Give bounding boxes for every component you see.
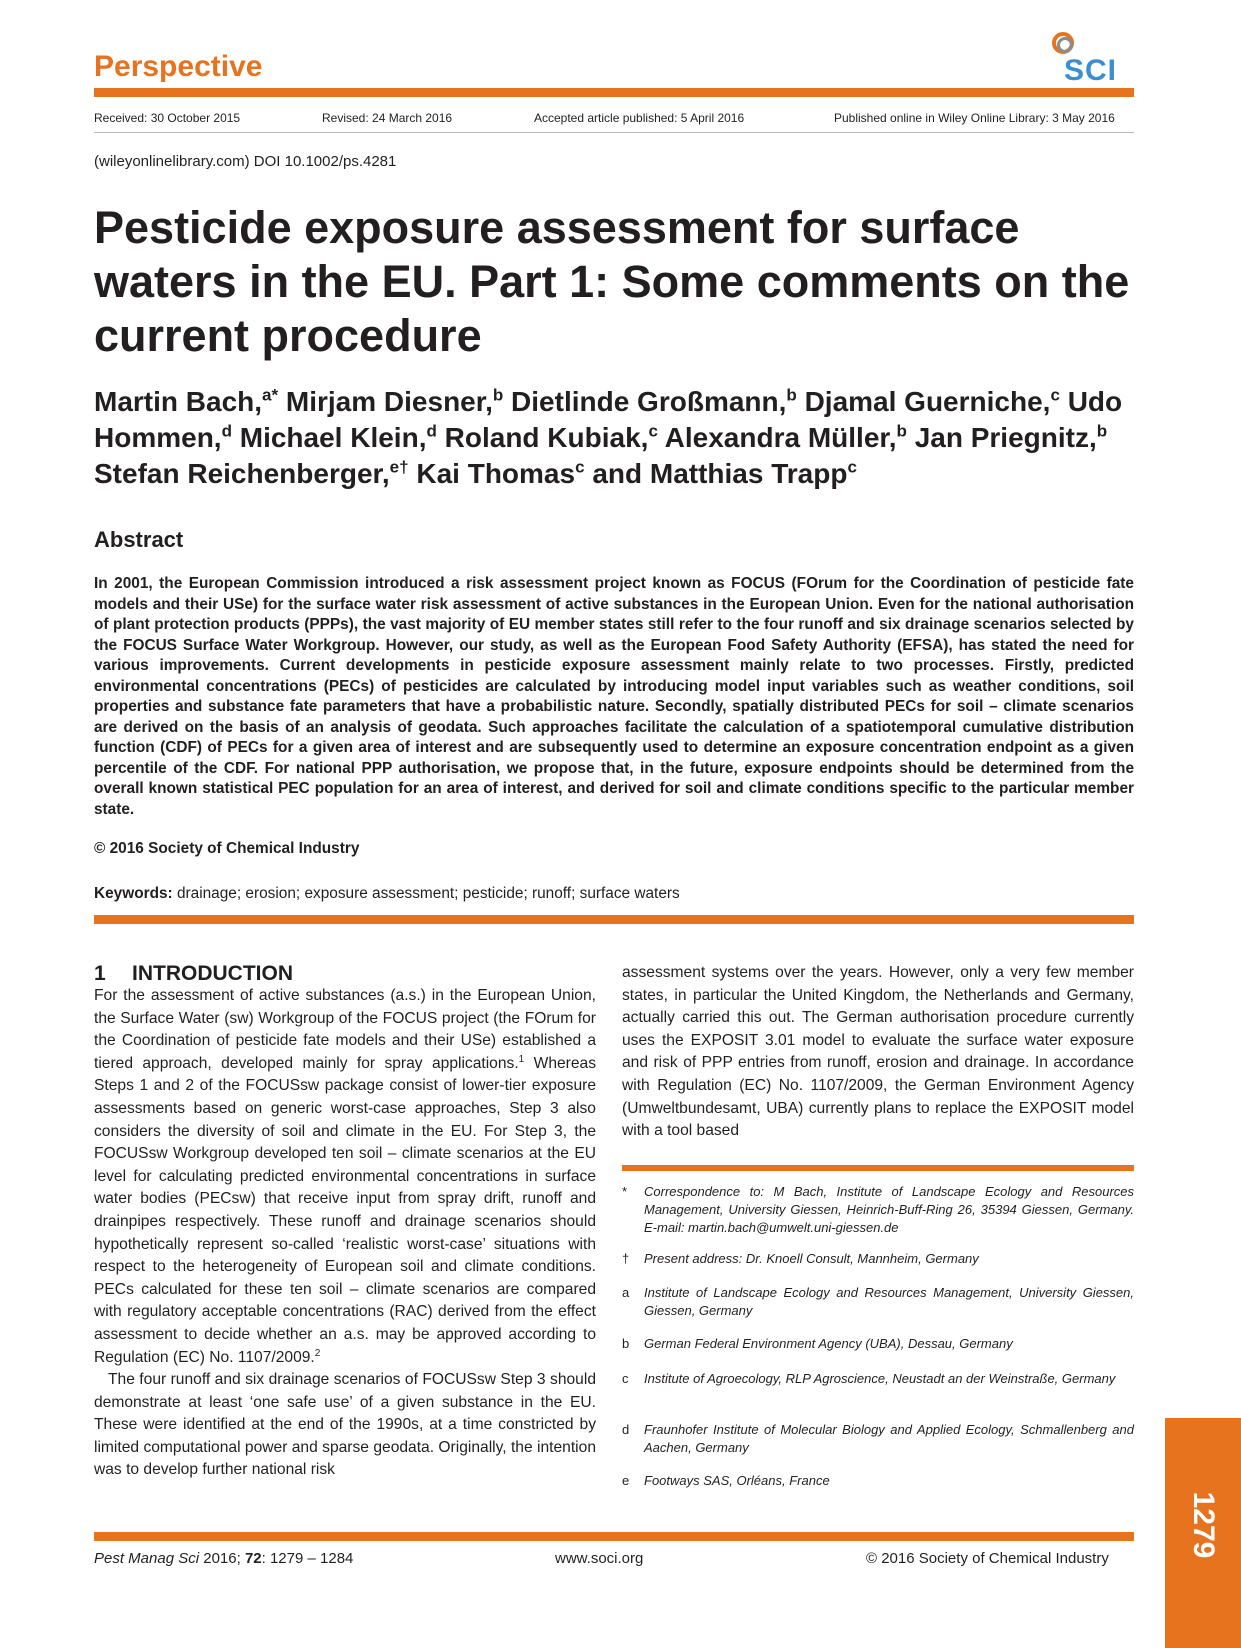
intro-p1-part-a: For the assessment of active substances (a.s.) in the European Union, the Surface Water (sw) Workgroup of the FOCUS project (the FOrum for the Coordination of pesticide fate models and their USe) established a tiered approach, developed mainly for spray applications. (94, 987, 596, 1072)
revised-date: Revised: 24 March 2016 (322, 111, 453, 125)
author-affiliation: a* (262, 385, 279, 405)
author-affiliation: b (896, 421, 907, 441)
website-link[interactable]: www.soci.org (555, 1550, 644, 1567)
intro-p1-part-b: Whereas Steps 1 and 2 of the FOCUSsw package consist of lower-tier exposure assessments based on generic worst-case approaches, Step 3 also considers the diversity of soil and climate in the EU. For Step 3, the FOCUSsw Workgroup developed ten soil – climate scenarios at the EU level for calculating predicted environmental concentrations in surface water bodies (PECsw) that receive input from spray drift, runoff and drainpipes respectively. These runoff and drainage scenarios should hypothetically represent so-called ‘realistic worst-case’ situations with respect to the heterogeneity of European soil and climate conditions. PECs calculated for these ten soil – climate scenarios are compared with regulatory acceptable concentrations (RAC) derived from the effect assessment to decide whether an a.s. may be approved according to Regulation (EC) No. 1107/2009. (94, 1054, 597, 1366)
article-title: Pesticide exposure assessment for surface waters in the EU. Part 1: Some comments on the current procedure (94, 202, 1130, 361)
footnote-mark: c (622, 1371, 629, 1386)
doi[interactable]: (wileyonlinelibrary.com) DOI 10.1002/ps.4281 (94, 153, 397, 170)
footnote-mark: e (622, 1473, 630, 1488)
reference-1[interactable]: 1 (518, 1053, 525, 1065)
author[interactable]: Stefan Reichenberger, (94, 458, 390, 489)
logo-text: SCI (1064, 54, 1118, 87)
author[interactable]: Michael Klein, (239, 422, 427, 453)
footnote-text: German Federal Environment Agency (UBA), Dessau, Germany (644, 1336, 1013, 1351)
author[interactable]: Djamal Guerniche, (804, 386, 1051, 417)
header-rule (94, 88, 1134, 97)
footnote-mark: d (622, 1422, 630, 1437)
author[interactable]: Dietlinde Großmann, (511, 386, 787, 417)
intro-title: INTRODUCTION (132, 962, 293, 985)
dateline-divider (94, 132, 1134, 133)
intro-column-left (94, 985, 596, 1482)
accepted-date: Accepted article published: 5 April 2016 (534, 111, 745, 125)
sci-logo (1048, 28, 1133, 87)
journal-name: Pest Manag Sci (94, 1550, 200, 1567)
abstract-text: In 2001, the European Commission introduced a risk assessment project known as FOCUS (FOrum for the Coordination of pesticide fate models and their USe) for the surface water risk assessment of active substances in the European Union. Even for the national authorisation of plant protection products (PPPs), the vast majority of EU member states still refer to the four runoff and six drainage scenarios selected by the FOCUS Surface Water Workgroup. However, our study, as well as the European Food Safety Authority (EFSA), has stated the need for various improvements. Current developments in pesticide exposure assessment mainly relate to two processes. Firstly, predicted environmental concentrations (PECs) of pesticides are calculated by introducing model input variables such as weather conditions, soil properties and substance fate parameters that have a probabilistic nature. Secondly, spatially distributed PECs for soil – climate scenarios are derived on the basis of an analysis of geodata. Such approaches facilitate the calculation of a spatiotemporal cumulative distribution function (CDF) of PECs for a given area of interest and are subsequently used to determine an exposure concentration endpoint as a given percentile of the CDF. For national PPP authorisation, we propose that, in the future, exposure endpoints should be determined from the overall known statistical PEC population for an area of interest, and derived for soil and climate conditions specific to the particular member state. (94, 575, 1134, 818)
keywords (94, 885, 680, 903)
author[interactable]: Alexandra Müller, (664, 422, 897, 453)
logo-inner-ring-icon (1057, 37, 1073, 53)
footnote-text: Institute of Landscape Ecology and Resources Management, University Giessen, Giessen, Germany (644, 1285, 1134, 1318)
received-date: Received: 30 October 2015 (94, 111, 241, 125)
footnote-text: Correspondence to: M Bach, Institute of Landscape Ecology and Resources Management, University Giessen, Heinrich-Buff-Ring 26, 35394 Giessen, Germany. E-mail: martin.bach@umwelt.uni-giessen.de (644, 1184, 1134, 1235)
affiliation-b (622, 1335, 1134, 1353)
reference-2[interactable]: 2 (314, 1347, 321, 1359)
journal-volume: 72 (244, 1550, 262, 1567)
author[interactable]: Udo Hommen, (94, 386, 1123, 453)
journal-citation (94, 1550, 353, 1567)
affiliation-a (622, 1284, 1134, 1320)
footnote-text: Footways SAS, Orléans, France (644, 1473, 830, 1488)
journal-pages: : 1279 – 1284 (261, 1550, 354, 1567)
affiliation-e (622, 1472, 1134, 1490)
author[interactable]: Mirjam Diesner, (285, 386, 493, 417)
intro-number: 1 (94, 962, 106, 985)
author-affiliation: d (426, 421, 437, 441)
intro-column-right: assessment systems over the years. However, only a very few member states, in particular the United Kingdom, the Netherlands and Germany, actually carried this out. The German authorisation procedure currently uses the EXPOSIT 3.01 model to evaluate the surface water exposure and risk of PPP entries from runoff, erosion and drainage. In accordance with Regulation (EC) No. 1107/2009, the German Environment Agency (Umweltbundesamt, UBA) currently plans to replace the EXPOSIT model with a tool based (622, 964, 1134, 1140)
keywords-text: drainage; erosion; exposure assessment; pesticide; runoff; surface waters (172, 885, 680, 902)
abstract-rule (94, 915, 1134, 924)
section-label: Perspective (94, 50, 263, 83)
author-list (94, 384, 1139, 492)
footnote-mark: b (622, 1336, 630, 1351)
author[interactable]: Jan Priegnitz, (914, 422, 1097, 453)
keywords-label: Keywords: (94, 885, 173, 902)
footnote-text: Institute of Agroecology, RLP Agroscience, Neustadt an der Weinstraße, Germany (644, 1371, 1116, 1386)
abstract-heading: Abstract (94, 527, 184, 552)
abstract-copyright: © 2016 Society of Chemical Industry (94, 840, 360, 857)
author-affiliation: c (575, 457, 585, 477)
intro-heading (94, 962, 293, 986)
page-number: 1279 (1187, 1491, 1220, 1559)
footnote-text: Present address: Dr. Knoell Consult, Mannheim, Germany (644, 1251, 979, 1266)
footnote-mark: † (622, 1251, 630, 1266)
author-affiliation: c (847, 457, 857, 477)
author-affiliation: c (1050, 385, 1060, 405)
journal-year: 2016; (199, 1550, 245, 1567)
affiliation-c (622, 1370, 1134, 1388)
author-affiliation: b (492, 385, 504, 405)
author-affiliation: b (786, 385, 797, 405)
footnote-text: Fraunhofer Institute of Molecular Biology and Applied Ecology, Schmallenberg and Aachen, Germany (644, 1422, 1134, 1455)
footer-rule (94, 1532, 1134, 1541)
footnote-mark: * (622, 1184, 628, 1199)
author-affiliation: e† (389, 457, 409, 477)
author-affiliation: d (221, 421, 232, 441)
intro-paragraph-1 (94, 985, 596, 1369)
author[interactable]: Kai Thomas (416, 458, 576, 489)
intro-paragraph-2: The four runoff and six drainage scenarios of FOCUSsw Step 3 should demonstrate at least ‘one safe use’ of a given substance in the EU. These were identified at the end of the 1990s, at a time constricted by limited computational power and sparse geodata. Originally, the intention was to develop further national risk (94, 1371, 596, 1479)
author-affiliation: c (648, 421, 658, 441)
footnote-mark: a (622, 1285, 630, 1300)
affiliation-d (622, 1421, 1134, 1457)
published-date: Published online in Wiley Online Library: 3 May 2016 (834, 111, 1115, 125)
footnote-rule (622, 1165, 1134, 1171)
footnote-present-address (622, 1250, 1134, 1268)
author[interactable]: Roland Kubiak, (444, 422, 649, 453)
author[interactable]: and Matthias Trapp (592, 458, 848, 489)
footnote-correspondence (622, 1183, 1134, 1237)
author-affiliation: b (1096, 421, 1108, 441)
footer-copyright: © 2016 Society of Chemical Industry (866, 1550, 1109, 1567)
author[interactable]: Martin Bach, (94, 386, 263, 417)
